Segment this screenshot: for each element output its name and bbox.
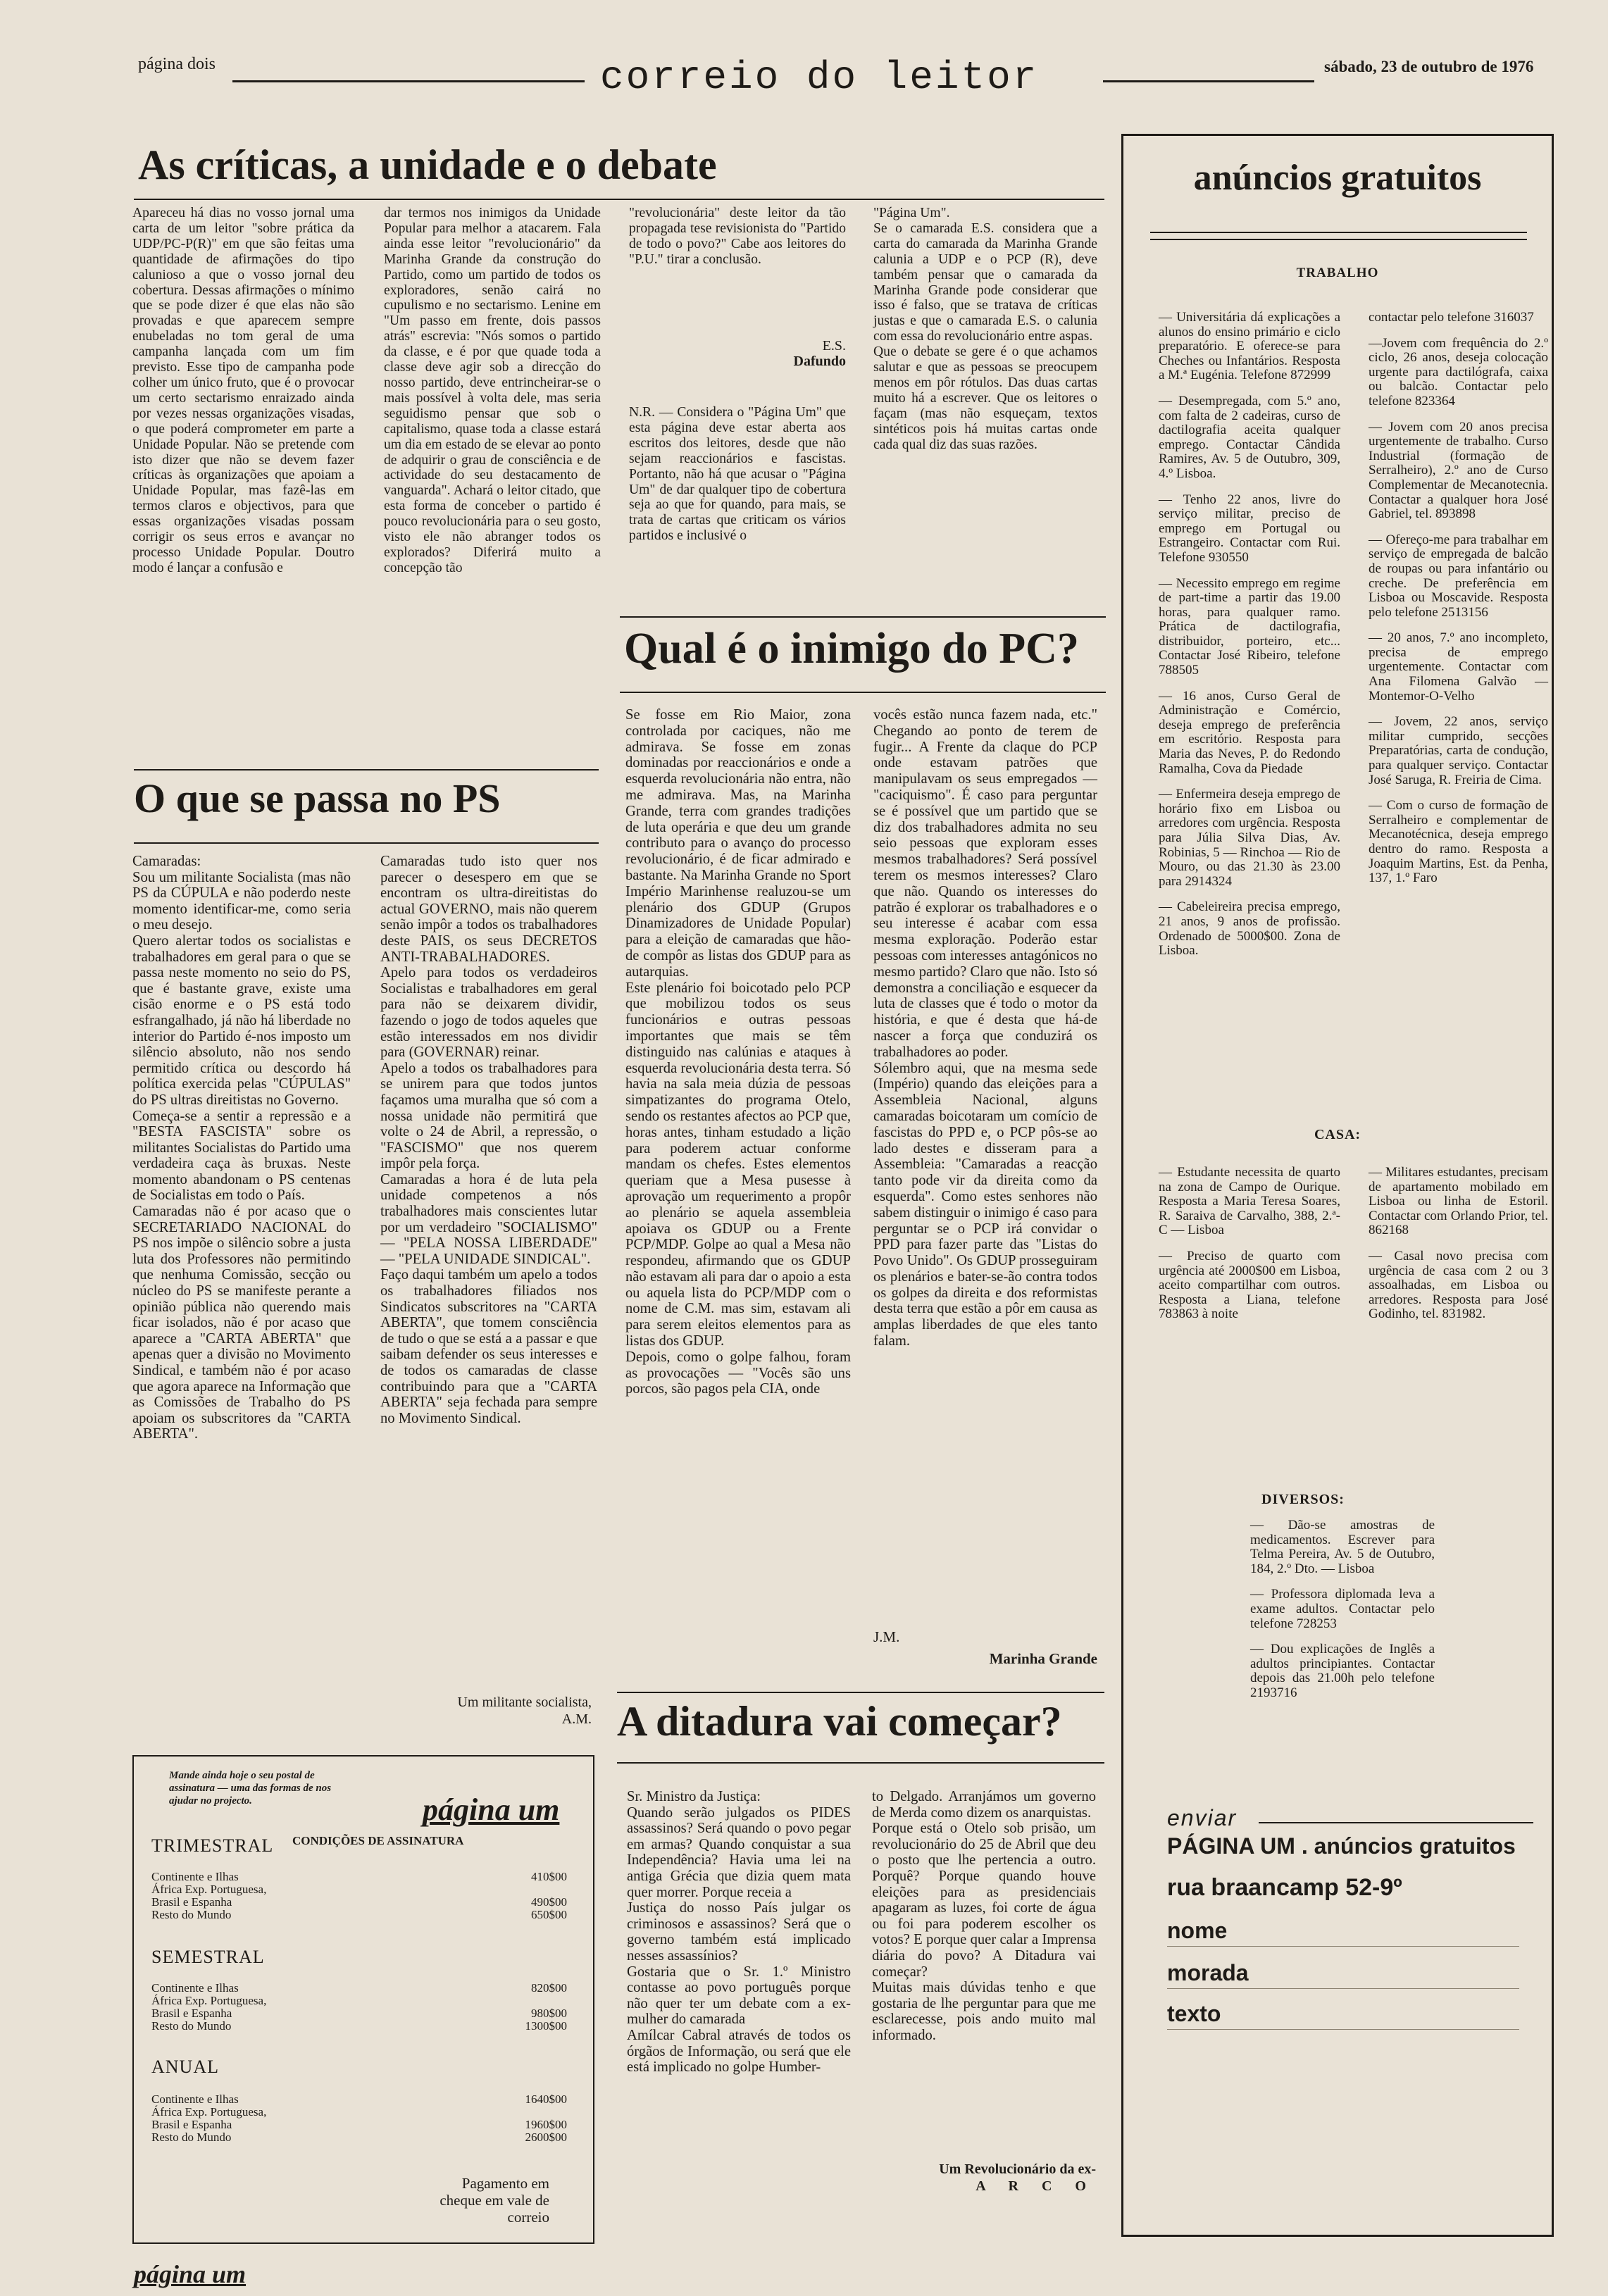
subscription-group-label: TRIMESTRAL — [151, 1835, 274, 1856]
ad-submission-form — [1139, 1805, 1533, 2038]
article-title-ditadura: A ditadura vai começar? — [617, 1698, 1062, 1745]
classified-ad: — Cabeleireira precisa emprego, 21 anos, 9 anos de profissão. Ordenado de 5000$00. Zona de Lisboa. — [1159, 899, 1340, 959]
classified-ad: — Militares estudantes, precisam de apartamento mobilado em Lisboa ou linha de Estoril. Contactar com Orlando Prior, tel. 862168 — [1369, 1165, 1548, 1238]
trabalho-left-column — [1159, 311, 1340, 970]
classified-ad: — Casal novo precisa com urgência de casa com 2 ou 3 assoalhadas, em Lisboa ou arredores. Resposta para José Godinho, tel. 831982. — [1369, 1248, 1548, 1322]
form-field-text-label: texto — [1167, 2001, 1221, 2026]
signature-name: A.M. — [561, 1711, 592, 1727]
price-row: Brasil e Espanha 1960$00 — [151, 2118, 567, 2131]
form-title-rule — [1259, 1822, 1533, 1823]
subscription-payment: Pagamento em cheque em vale de correio — [440, 2175, 549, 2226]
article-title-ps: O que se passa no PS — [134, 775, 501, 821]
price-row: Resto do Mundo 650$00 — [151, 1908, 567, 1921]
price-row: África Exp. Portuguesa, — [151, 1994, 267, 2007]
classifieds-rule — [1150, 232, 1527, 233]
classified-ad: — 16 anos, Curso Geral de Administração e Comércio, deseja emprego de preferência em escritório. Resposta para Maria das Neves, P. do Redondo Ramalha, Cova da Piedade — [1159, 688, 1340, 776]
classified-ad: — Com o curso de formação de Serralheiro e complementar de Mecanotécnica, deseja emprego dentro do ramo. Resposta a Joaquim Martins, Est. da Penha, 137, 1.º Faro — [1369, 798, 1548, 886]
article2-top-rule — [134, 769, 599, 770]
masthead-rule-left — [232, 80, 585, 82]
classifieds-panel — [1121, 134, 1554, 2237]
form-title: enviar — [1167, 1805, 1238, 1830]
classified-ad: — Ofereço-me para trabalhar em serviço de empregada de balcão de roupas ou para infantário ou creche. De preferência em Lisboa ou Moscavide. Resposta pelo telefone 2513156 — [1369, 532, 1548, 620]
classifieds-title: anúncios gratuitos — [1193, 158, 1482, 198]
signature-line: Um militante socialista, — [457, 1695, 592, 1710]
classified-ad: — 20 anos, 7.º ano incompleto, precisa de emprego urgentemente. Contactar com Ana Filomena Galvão — Montemor-O-Velho — [1369, 630, 1548, 704]
section-title: correio do leitor — [600, 55, 1039, 100]
signature-name: J.M. — [873, 1628, 900, 1645]
article4-title-rule — [617, 1762, 1104, 1764]
subscription-logo: página um — [423, 1792, 560, 1827]
classified-ad: — Dão-se amostras de medicamentos. Escrever para Telma Pereira, Av. 5 de Outubro, 184, 2.º Dto. — Lisboa — [1250, 1518, 1435, 1576]
article4-col1: Sr. Ministro da Justiça: Quando serão julgados os PIDES assassinos? Será quando o povo pegar em armas? Quando conquistar a sua Independência? Havia uma lei na antiga Grécia que dizia quem mata quer morrer. Porque receia a Justiça do nosso País julgar os criminosos e assassinos? Será que o governo também está implicado nesses assassínios? Gostaria que o Sr. 1.º Ministro contasse ao povo português porque não quer ter um debate com a ex-mulher do camarada Amílcar Cabral através de todos os órgãos de Informação, ou será que ele está implicado no golpe Humber- — [627, 1789, 851, 2076]
article-title-criticas: As críticas, a unidade e o debate — [138, 142, 717, 188]
form-field-name-line[interactable] — [1167, 1946, 1519, 1947]
form-line2: rua braancamp 52-9º — [1167, 1874, 1402, 1901]
masthead-rule-right — [1103, 80, 1314, 82]
article1-signature — [629, 338, 846, 369]
price-row: Resto do Mundo 2600$00 — [151, 2130, 567, 2144]
article3-signature — [873, 1628, 1097, 1668]
price-row: Continente e Ilhas 410$00 — [151, 1870, 567, 1883]
classified-ad: — Jovem, 22 anos, serviço militar cumprido, secções Preparatórias, carta de condução, para qualquer serviço. Contactar José Saruga, R. Freiria de Cima. — [1369, 714, 1548, 787]
price-row: Continente e Ilhas 1640$00 — [151, 2092, 567, 2106]
section-label-trabalho: TRABALHO — [1296, 266, 1379, 280]
form-line1: PÁGINA UM . anúncios gratuitos — [1167, 1833, 1516, 1859]
price-row: África Exp. Portuguesa, — [151, 1883, 267, 1896]
article1-col1: Apareceu há dias no vosso jornal uma carta de um leitor "sobre prática da UDP/PC-P(R)" em que são feitas uma quantidade de afirmações do tipo calunioso a que o vosso jornal deu cobertura. Dessas afirmações o mínimo que se pode dizer é que elas não são provadas e que aparecem sempre enubeladas no tom geral de uma campanha lançada com um fim previsto. Esse tipo de campanha pode colher um único fruto, que é o provocar um certo sectarismo enraizado ainda por vezes nessas organizações visadas, o que poderá comprometer em parte a Unidade Popular. Não se pretende com isto dizer que não se devem fazer críticas às organizações que apoiam a Unidade Popular, mas fazê-las em termos claros e objectivos, para que essas organizações visadas possam corrigir os seus erros e avançar no processo Unidade Popular. Doutro modo é lançar a confusão e — [132, 206, 354, 575]
price-row: Continente e Ilhas 820$00 — [151, 1981, 567, 1995]
page-label: página dois — [138, 55, 216, 73]
article2-col1: Camaradas: Sou um militante Socialista (mas não PS da CÚPULA e não poderdo neste momento identificar-me, como seria o meu desejo. Quero alertar todos os socialistas e trabalhadores em geral para o que se passa neste momento no seio do PS, que é bastante grave, existe uma cisão enorme e o PS está todo esfrangalhado, já não há liberdade no interior do Partido é-nos imposto um silêncio absoluto, não nos sendo permitido crítica ou descordo há política exercida pelas "CÚPULAS" do PS ultras direitistas no Governo. Começa-se a sentir a repressão e a "BESTA FASCISTA" sobre os militantes Socialistas do Partido uma verdadeira caça às bruxas. Neste momento abandonam o PS centenas de Socialistas em todo o País. Camaradas não é por acaso que o SECRETARIADO NACIONAL do PS nos impõe o silêncio sobre a justa luta dos Professores não permitindo que nenhuma Comissão, secção ou núcleo do PS se manifeste perante a opinião pública não querendo mais ficar isolados, não é por acaso que aparece a "CARTA ABERTA" que apenas quer a divisão no Movimento Sindical, e também não é por acaso que agora aparece na Informação que as Comissões de Trabalho do PS apoiam os subscritores da "CARTA ABERTA". — [132, 854, 351, 1442]
classified-ad: — Preciso de quarto com urgência até 2000$00 em Lisboa, aceito compartilhar com outros. Resposta a Liana, telefone 783863 à noite — [1159, 1248, 1340, 1322]
form-field-address-line[interactable] — [1167, 1988, 1519, 1989]
form-field-text-line[interactable] — [1167, 2029, 1519, 2030]
signature-name: E.S. — [822, 338, 846, 354]
diversos-column — [1250, 1518, 1435, 1712]
classified-ad: — Tenho 22 anos, livre do serviço militar, preciso de emprego em Portugal ou Estrangeiro. Contactar com Rui. Telefone 930550 — [1159, 492, 1340, 565]
article-title-pc: Qual é o inimigo do PC? — [624, 625, 1079, 673]
article3-top-rule — [620, 616, 1106, 618]
classified-ad: — Dou explicações de Inglês a adultos principiantes. Contactar depois das 21.00h pelo telefone 2193716 — [1250, 1642, 1435, 1700]
subscription-promo: Mande ainda hoje o seu postal de assinatura — uma das formas de nos ajudar no projecto. — [169, 1770, 332, 1807]
subscription-group-semestral — [151, 1947, 567, 2033]
classified-ad: — Professora diplomada leva a exame adultos. Contactar pelo telefone 728253 — [1250, 1587, 1435, 1631]
article4-col2: to Delgado. Arranjámos um governo de Merda como dizem os anarquistas. Porque está o Otelo sob prisão, um revolucionário do 25 de Abril que deu o posto que lhe pertencia a outro. Porquê? Porque quando houve eleições para as presidenciais apagaram as luzes, foi corte de água ou foi para poderem escolher os votos? E porque quer calar a Imprensa diária do povo? A Ditadura vai começar? Muitas mais dúvidas tenho e que gostaria de lhe perguntar para que me esclarecesse, pois ando muito mal informado. — [872, 1789, 1096, 2043]
subscription-group-label: ANUAL — [151, 2057, 219, 2077]
signature-place: Marinha Grande — [989, 1650, 1097, 1667]
classified-ad: — Universitária dá explicações a alunos do ensino primário e ciclo preparatório. E oferece-se para Cheches ou Infantários. Resposta a M.ª Eugénia. Telefone 872999 — [1159, 310, 1340, 383]
article3-title-rule — [620, 692, 1106, 693]
article2-signature — [380, 1694, 592, 1728]
article1-col4: "Página Um". Se o camarada E.S. considera que a carta do camarada da Marinha Grande calunia a UDP e o PCP (R), deve também pensar que o camarada da Marinha Grande pode considerar que isso é falso, que se tratava de críticas justas e que o camarada E.S. o calunia com essa do revolucionário entre aspas. Que o debate se gere é o que achamos salutar e que as pessoas se preocupem menos em pôr rótulos. Das duas cartas muito há a escrever. Que os leitores o façam (mas não esqueçam, textos sintéticos pois há muitas cartas onde cada qual diz das suas razões. — [873, 206, 1097, 452]
signature-line: Um Revolucionário da ex- — [939, 2161, 1096, 2177]
price-row: Brasil e Espanha 980$00 — [151, 2007, 567, 2020]
signature-place: Dafundo — [793, 354, 846, 369]
classified-ad: — Enfermeira deseja emprego de horário fixo em Lisboa ou arredores com urgência. Resposta para Júlia Silva Dias, Av. Robinias, 5 — Rinchoa — Rio de Mouro, ou das 21.30 às 23.00 para 2914324 — [1159, 787, 1340, 889]
article3-col2: vocês estão nunca fazem nada, etc." Chegando ao ponto de terem de fugir... A Frente da claque do PCP onde estavam patrões que manipulavam os seus empregados — "caciquismo". É caso para perguntar se é possível que um partido que se diz dos trabalhadores admita no seu seio pessoas que exploram esses mesmos trabalhadores? Será possível terem os mesmos interesses? Claro que não. Quando os interesses do patrão é explorar os trabalhadores e o seu interesse é acabar com essa mesma exploração. Poderão estar pessoas com interesses antagónicos no mesmo partido? Claro que não. Isto só demonstra a conciliação e esquecer da luta de classes que é todo o motor da história, e que é desta que há-de nascer a força que conduzirá os trabalhadores ao poder. Sólembro aqui, que na mesma sede (Império) quando das eleições para a Assembleia Nacional, alguns camaradas boicotaram um comício de fascistas do PPD e, o PCP pôs-se ao lado destes e disseram para a Assembleia: "Camaradas a reacção tanto pode vir da direita como da esquerda". Como estes senhores não sabem distinguir o inimigo é caso para perguntar se o PCP irá convidar o PPD para fazer parte das "Listas do Povo Unido". Os GDUP prosseguiram os plenários e bater-se-ão contra todos os golpes da direita e dos reformistas desta terra que estão a pôr em causa as amplas liberdades de que eles tanto falam. — [873, 707, 1097, 1349]
footer-logo: página um — [134, 2260, 247, 2288]
subscription-conditions: CONDIÇÕES DE ASSINATURA — [292, 1834, 464, 1847]
price-row: Resto do Mundo 1300$00 — [151, 2019, 567, 2033]
classified-ad: —Jovem com frequência do 2.º ciclo, 26 anos, deseja colocação urgente para dactilógrafa, caixa ou balcão. Contactar pelo telefone 823364 — [1369, 335, 1548, 408]
article3-col1: Se fosse em Rio Maior, zona controlada por caciques, não me admirava. Se fosse em zonas dominadas por reaccionários e onde a esquerda revolucionária não entra, não me admirava. Mas, na Marinha Grande, terra com grandes tradições de luta operária e que deu um grande contributo para o avanço do processo revolucionário, é de ficar admirado e bastante. Na Marinha Grande no Sport Império Marinhense realuzou-se um plenário dos GDUP (Grupos Dinamizadores de Unidade Popular) para a eleição de camaradas que hão-de compôr as listas dos GDUP para as autarquias. Este plenário foi boicotado pelo PCP que mobilizou todos os seus funcionários e outras pessoas importantes que mais se têm distinguido nas calúnias e ataques à esquerda revolucionária desta terra. Só havia na sala meia dúzia de pessoas simpatizantes do programa Otelo, sendo os restantes afectos ao PCP que, horas antes, tinham estudado a lição para poderem actuar conforme mandam os chefes. Estes elementos queriam que a Mesa pusesse à aprovação um requerimento a propôr ao plenário se aquela assembleia apoiava os GDUP ou a Frente PCP/MDP. Golpe ao qual a Mesa não respondeu, afirmando que os GDUP não estavam ali para dar o apoio a esta ou aquela lista do PCP/MDP com o nome de C.M. mas sim, estavam ali para serem eleitos elementos para as listas dos GDUP. Depois, como o golpe falhou, foram as provocações — "Vocês são uns porcos, são pagos pela CIA, onde — [625, 707, 851, 1397]
article2-title-rule — [134, 842, 599, 844]
classified-ad: — Estudante necessita de quarto na zona de Campo de Ourique. Resposta a Maria Teresa Soares, R. Saraiva de Carvalho, 388, 2.ª-C — Lisboa — [1159, 1165, 1340, 1238]
casa-left-column — [1159, 1166, 1340, 1333]
article4-signature — [872, 2161, 1096, 2195]
form-field-address-label: morada — [1167, 1960, 1249, 1985]
signature-org: A R C O — [976, 2178, 1096, 2194]
subscription-group-anual — [151, 2057, 567, 2144]
casa-right-column — [1369, 1166, 1548, 1333]
form-field-name-label: nome — [1167, 1918, 1228, 1943]
subscription-group-trimestral — [151, 1835, 567, 1921]
article4-top-rule — [617, 1692, 1104, 1693]
section-label-casa: CASA: — [1314, 1127, 1361, 1142]
classified-ad: — Desempregada, com 5.º ano, com falta de 2 cadeiras, curso de dactilografia aceita qualquer emprego. Contactar Cândida Ramires, Av. 5 de Outubro, 309, 4.º Lisboa. — [1159, 393, 1340, 481]
price-row: África Exp. Portuguesa, — [151, 2105, 267, 2119]
article1-col2: dar termos nos inimigos da Unidade Popular para melhor a atacarem. Fala ainda esse leitor "revolucionário" da Marinha Grande da construção do Partido, como um partido de todos os exploradores, senão cairá no cupulismo e no sectarismo. Lenine em "Um passo em frente, dois passos atrás" escrevia: "Nós somos o partido da classe, e é por que quade toda a classe deve agir sob a direcção do nosso partido, deve entrincheirar-se o mais possível à volta dele, mas seria seguidismo pensar que sob o capitalismo, quase toda a classe estará um dia em estado de se elevar ao ponto de adquirir o grau de consciência e de actividade do seu destacamento de vanguarda". Achará o leitor citado, que esta forma de conceber o partido é pouco revolucionária para o seu gosto, visto ele não abranger todos os explorados? Diferirá muito a concepção tão — [384, 206, 601, 575]
section-label-diversos: DIVERSOS: — [1261, 1492, 1345, 1507]
price-row: Brasil e Espanha 490$00 — [151, 1895, 567, 1909]
classified-ad: — Jovem com 20 anos precisa urgentemente de trabalho. Curso Industrial (formação de Serralheiro), 2.º ano de Curso Complementar de Mecanotecnia. Contactar a qualquer hora José Gabriel, tel. 893898 — [1369, 419, 1548, 522]
article1-col3: "revolucionária" deste leitor da tão propagada tese revisionista do "Partido de todo o povo?" Cabe aos leitores do "P.U." tirar a conclusão. — [629, 206, 846, 267]
article-title-rule — [134, 199, 1104, 200]
subscription-box — [132, 1755, 594, 2244]
article2-col2: Camaradas tudo isto quer nos parecer o desespero em que se encontram os ultra-direitistas do actual GOVERNO, mais não querem senão impôr a todos os trabalhadores deste PAIS, os seus DECRETOS ANTI-TRABALHADORES. Apelo para todos os verdadeiros Socialistas e trabalhadores em geral para não se deixarem dividir, fazendo o jogo de todos aqueles que estão interessados em nos dividir para (GOVERNAR) reinar. Apelo a todos os trabalhadores para se unirem para que todos juntos façamos uma muralha que só com a nossa unidade não permitirá que volte o 24 de Abril, a repressão, o "FASCISMO" que nos querem impôr pela força. Camaradas a hora é de luta pela unidade competenos a nós trabalhadores mais conscientes lutar por um verdadeiro "SOCIALISMO" — "PELA NOSSA LIBERDADE" — "PELA UNIDADE SINDICAL". Faço daqui também um apelo a todos os trabalhadores filiados nos Sindicatos subscritores na "CARTA ABERTA", que tomem consciência de tudo o que se está a a passar e que saibam defender os seus interesses e de todos os camaradas de classe contribuindo para que a "CARTA ABERTA" seja fechada para sempre no Movimento Sindical. — [380, 854, 597, 1426]
issue-date: sábado, 23 de outubro de 1976 — [1324, 58, 1534, 75]
classified-ad: contactar pelo telefone 316037 — [1369, 310, 1534, 325]
subscription-group-label: SEMESTRAL — [151, 1947, 265, 1967]
editor-note: N.R. — Considera o "Página Um" que esta página deve estar aberta aos escritos dos leitores, desde que não sejam reaccionários e fascistas. Portanto, não há que acusar o "Página Um" de dar qualquer tipo de cobertura seja ao que for quando, para mais, se trata de cartas que criticam os vários partidos e inclusivé o — [629, 405, 846, 544]
trabalho-right-column — [1369, 311, 1548, 897]
classifieds-rule-2 — [1150, 239, 1527, 240]
classified-ad: — Necessito emprego em regime de part-time a partir das 19.00 horas, para qualquer ramo. Prática de dactilografia, distribuidor, porteiro, etc... Contactar José Ribeiro, telefone 788505 — [1159, 575, 1340, 678]
